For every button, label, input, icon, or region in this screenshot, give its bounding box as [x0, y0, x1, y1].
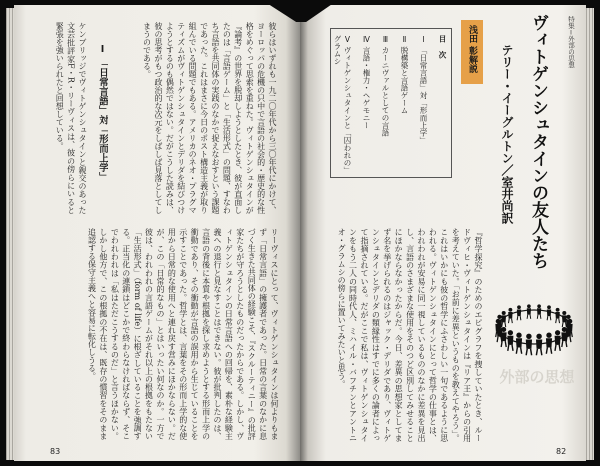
section-heading: Ⅰ 「日常言語」対「形而上学」	[97, 44, 108, 182]
figure	[537, 304, 541, 318]
figure	[516, 333, 522, 354]
emblem-caption: 外部の思想	[499, 368, 575, 386]
contents-item: Ⅴ ヴィトゲンシュタインと「囚われの」グラムシ	[333, 35, 352, 171]
page-number-right: 82	[556, 447, 567, 456]
figure	[536, 334, 542, 356]
circle-of-figures-icon	[488, 292, 580, 362]
contents-heading: 目 次	[438, 35, 447, 62]
figure	[527, 304, 531, 318]
contents-item: Ⅲ カーニヴァルとしての言語	[381, 35, 390, 137]
contents-item: Ⅰ 「日常言語」対「形而上学」	[419, 35, 428, 144]
figure	[562, 311, 567, 327]
running-head: 特集＝外部の思想	[567, 16, 575, 68]
table-of-contents	[330, 28, 452, 178]
right-lower-body-text: 『哲学探究』のためのエピグラフを捜していたとき、ルードヴィヒ・ヴィトゲンシュタインは『リア王』からの引用を考えていた。「お前に差異というものを教えてやろう」。これはいかにも彼の哲学にふさわしい一句であるように思われる。ヴィトゲンシュタインにとって哲学の仕事とは、われわれが安易に同一視しているもののなかに差異を見出し、言語のさまざまな使用をそのつど区別してみせることにほかならなかったからだ。今日、差異の思想家としてまず名を挙げられるのはジャック・デリダであり、ヴィトゲンシュタインとデリダの類縁性はすでに多くの論者によって指摘されている。だがここで私は、ヴィトゲンシュタインをもう二人の同時代人、ミハイル・バフチンとアントニオ・グラムシの傍らに置いてみたいと思う。	[337, 228, 483, 442]
figure	[561, 327, 567, 347]
figure	[547, 305, 551, 320]
commentary-credit-box	[461, 20, 483, 84]
author-translator-byline: テリー・イーグルトン／室井尚訳	[500, 44, 514, 224]
figure	[526, 334, 532, 356]
figure	[546, 333, 552, 354]
left-upper-section-text: ケンブリッジでヴィトゲンシュタインと親交のあった文芸批評家F・R・リーヴィスは、彼の傍らにいると緊張を強いられたと回想している。	[55, 22, 87, 214]
page-number-left: 83	[50, 447, 61, 456]
figure	[501, 311, 506, 327]
left-lower-body-text: リーヴィスにとって、ヴィトゲンシュタインは何よりもまず「日常言語」の擁護者であった。日常の言葉のなかに息づく生きた共同体の経験こそ、『スクルーティニー』の批評家たちが守ろうとしたものだったからである。しかし、ヴィトゲンシュタインの日常言語への回帰を、素朴な経験主義への退行と見なすことはできない。彼が批判したのは、言語の背後に本質や根拠を探し求めようとする形而上学の衝動であり、その衝動が言語の誤用から生じていることを示すことであった。哲学とは、言葉をその形而上学的な使用から日常的な使用へと連れ戻す営みにほかならない。だが、この「日常的なもの」とはいったい何なのか。一方で彼は、われわれの言語ゲームがそれ以上の根拠をもたない「生活形式」（form of life）に根ざしていることを強調する。正当化の連鎖はどこかで終わらなければならず、そこでわれわれは「私はただこうするのだ」と言うほかない。しかし他方で、この根拠の不在は、既存の慣習をそのまま追認する保守主義へと容易に転化しうる。	[87, 228, 279, 440]
figure	[517, 305, 521, 320]
left-upper-body-text: 彼らはいずれも一九二〇年代から三〇年代にかけて、ヨーロッパの危機の只中で言語の社会的・歴史的な性格をめぐって思索を重ねた。ヴィトゲンシュタインが『論考』の世界を脱却しようとしたとき、彼が直面したのは「言語ゲーム」と「生活形式」の問題、すなわち言語を共同体の実践のなかで捉えなおすという課題であった。これはまさに今日のポスト構造主義が取り組んでいる問題でもある。アメリカのネオ・プラグマティズムがヴィトゲンシュタインとデリダを結びつけようとするのも偶然ではない。だがこうした読みは、彼の思考がもつ政治的な次元をしばしば見落としてしまうのである。	[142, 22, 277, 214]
article-title: ヴィトゲンシュタインの友人たち	[528, 14, 548, 269]
contents-item: Ⅳ 言語・権力・ヘゲモニー	[362, 35, 371, 129]
contents-item: Ⅱ 脱構築と言語ゲーム	[400, 35, 409, 114]
figure	[507, 330, 513, 351]
figure	[508, 308, 512, 323]
figure	[555, 330, 561, 351]
figure	[501, 327, 507, 347]
commentary-credit: 浅田 彰解説	[467, 25, 477, 74]
figure	[555, 308, 559, 323]
